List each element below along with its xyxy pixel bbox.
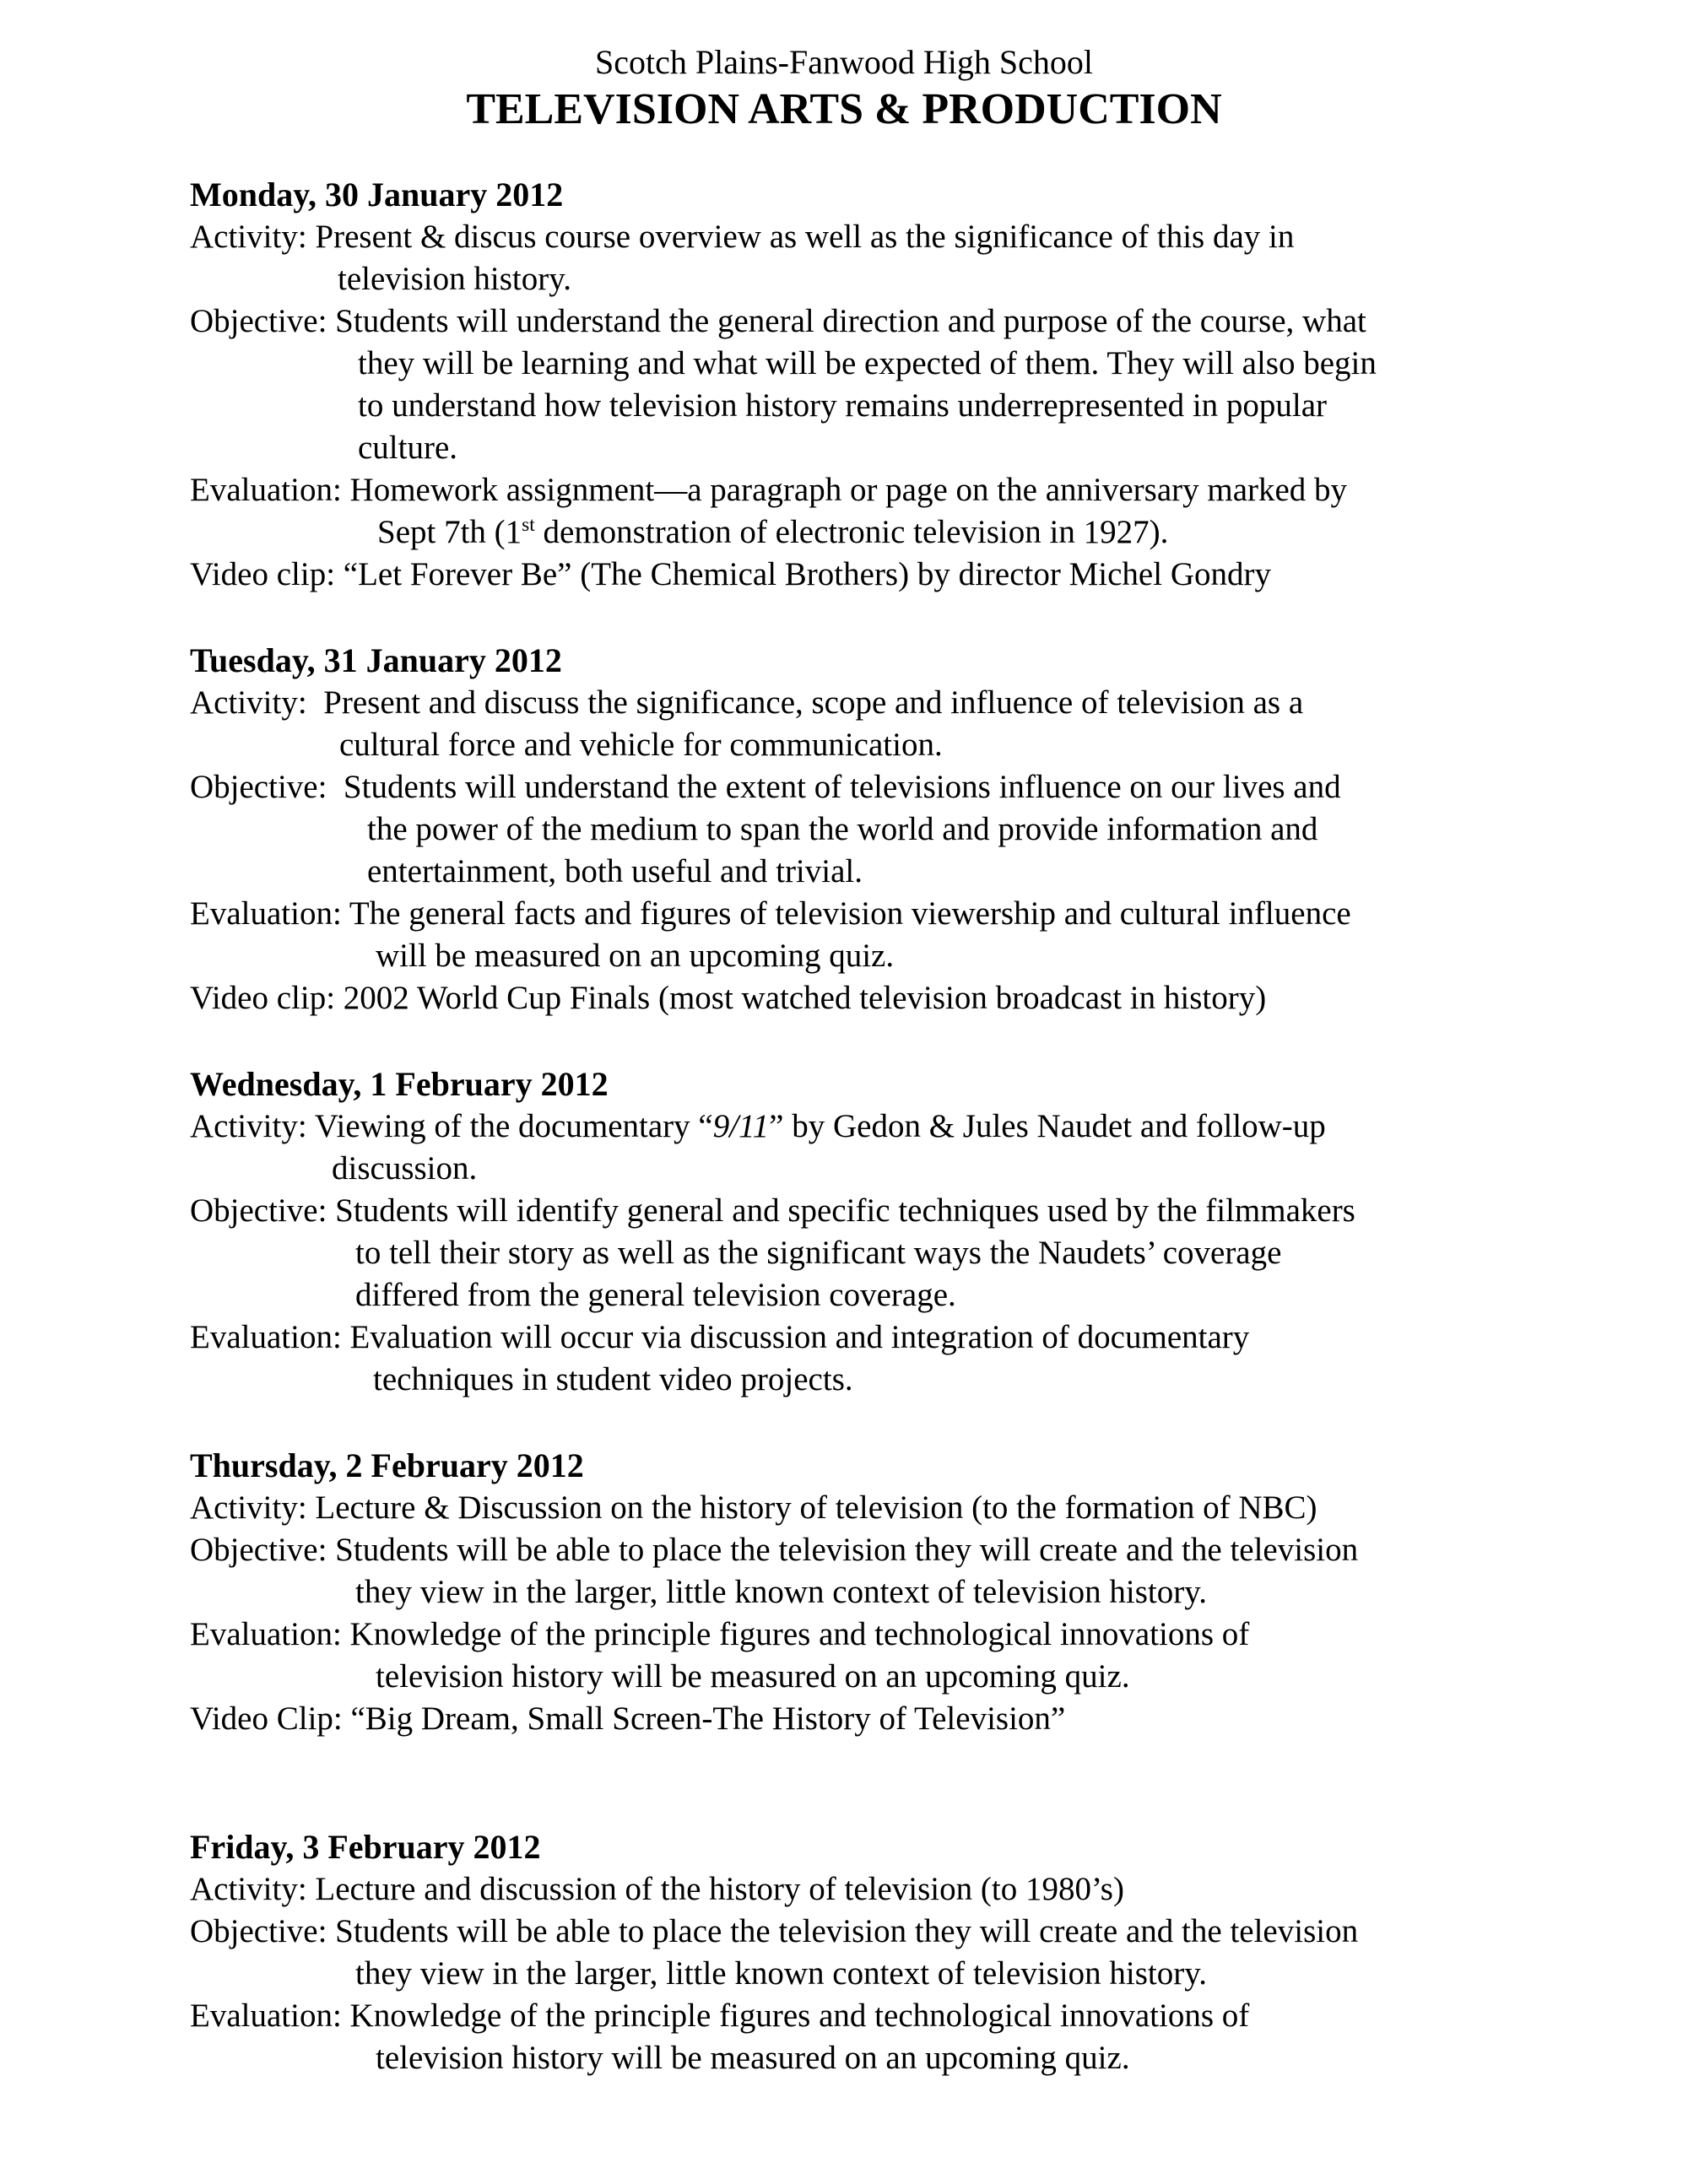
section-friday xyxy=(190,1826,1663,2079)
text-run: ” by Gedon & Jules Naudet and follow-up xyxy=(769,1108,1326,1144)
activity-line: Activity: Present and discuss the significance, scope and influence of television as a xyxy=(190,684,1304,721)
lesson-plan-sections xyxy=(0,174,1688,2079)
objective-continuation-line: culture. xyxy=(358,430,458,466)
objective-continuation-line: differed from the general television coverage. xyxy=(355,1277,956,1313)
evaluation-continuation-line: techniques in student video projects. xyxy=(373,1361,853,1397)
text-italic: 9/11 xyxy=(712,1108,770,1144)
day-heading: Thursday, 2 February 2012 xyxy=(190,1446,584,1484)
video-clip-line: Video clip: “Let Forever Be” (The Chemical Brothers) by director Michel Gondry xyxy=(190,556,1271,592)
section-wednesday xyxy=(190,1063,1663,1401)
text-run: Sept 7th (1 xyxy=(377,514,522,550)
evaluation-continuation-line: television history will be measured on an upcoming quiz. xyxy=(376,2040,1130,2076)
objective-continuation-line: to tell their story as well as the significant ways the Naudets’ coverage xyxy=(355,1235,1282,1271)
section-thursday xyxy=(190,1445,1663,1740)
activity-line: Activity: Present & discus course overview as well as the significance of this day in xyxy=(190,219,1295,255)
evaluation-line: Evaluation: Homework assignment—a paragraph or page on the anniversary marked by xyxy=(190,472,1348,508)
day-heading: Friday, 3 February 2012 xyxy=(190,1828,541,1866)
objective-continuation-line: entertainment, both useful and trivial. xyxy=(367,853,863,889)
activity-line: Activity: Lecture and discussion of the history of television (to 1980’s) xyxy=(190,1871,1124,1907)
course-title: TELEVISION ARTS & PRODUCTION xyxy=(466,85,1222,133)
text-run: Activity: Viewing of the documentary “ xyxy=(190,1108,713,1144)
evaluation-continuation-line xyxy=(190,511,1663,554)
objective-line: Objective: Students will be able to place the television they will create and the television xyxy=(190,1913,1359,1949)
section-tuesday xyxy=(190,640,1663,1019)
objective-line: Objective: Students will understand the general direction and purpose of the course, what xyxy=(190,303,1366,339)
evaluation-line: Evaluation: Knowledge of the principle figures and technological innovations of xyxy=(190,1616,1250,1652)
evaluation-line: Evaluation: Evaluation will occur via discussion and integration of documentary xyxy=(190,1319,1250,1355)
objective-continuation-line: to understand how television history remains underrepresented in popular xyxy=(358,387,1328,424)
school-name: Scotch Plains-Fanwood High School xyxy=(595,43,1093,81)
day-heading: Tuesday, 31 January 2012 xyxy=(190,641,562,679)
activity-line: Activity: Lecture & Discussion on the history of television (to the formation of NBC) xyxy=(190,1489,1317,1526)
objective-continuation-line: they view in the larger, little known context of television history. xyxy=(355,1574,1207,1610)
evaluation-line: Evaluation: The general facts and figures of television viewership and cultural influence xyxy=(190,895,1351,932)
objective-continuation-line: they will be learning and what will be expected of them. They will also begin xyxy=(358,345,1377,381)
activity-continuation-line: television history. xyxy=(338,261,571,297)
text-run: demonstration of electronic television in 1927). xyxy=(534,514,1169,550)
text-sup: st xyxy=(522,514,535,536)
objective-continuation-line: they view in the larger, little known context of television history. xyxy=(355,1955,1207,1992)
objective-continuation-line: the power of the medium to span the world and provide information and xyxy=(367,811,1318,847)
video-clip-line: Video Clip: “Big Dream, Small Screen-The History of Television” xyxy=(190,1700,1066,1737)
activity-continuation-line: discussion. xyxy=(332,1150,478,1187)
objective-line: Objective: Students will be able to place the television they will create and the television xyxy=(190,1532,1359,1568)
day-heading: Monday, 30 January 2012 xyxy=(190,176,564,214)
evaluation-line: Evaluation: Knowledge of the principle figures and technological innovations of xyxy=(190,1997,1250,2034)
day-heading: Wednesday, 1 February 2012 xyxy=(190,1065,609,1103)
objective-line: Objective: Students will identify general and specific techniques used by the filmmakers xyxy=(190,1192,1355,1229)
objective-line: Objective: Students will understand the extent of televisions influence on our lives and xyxy=(190,769,1341,805)
evaluation-continuation-line: television history will be measured on an upcoming quiz. xyxy=(376,1658,1130,1695)
document-header xyxy=(0,0,1688,135)
activity-continuation-line: cultural force and vehicle for communication. xyxy=(339,727,943,763)
activity-line xyxy=(190,1106,1663,1148)
video-clip-line: Video clip: 2002 World Cup Finals (most watched television broadcast in history) xyxy=(190,980,1267,1016)
evaluation-continuation-line: will be measured on an upcoming quiz. xyxy=(376,938,895,974)
section-monday xyxy=(190,174,1663,596)
